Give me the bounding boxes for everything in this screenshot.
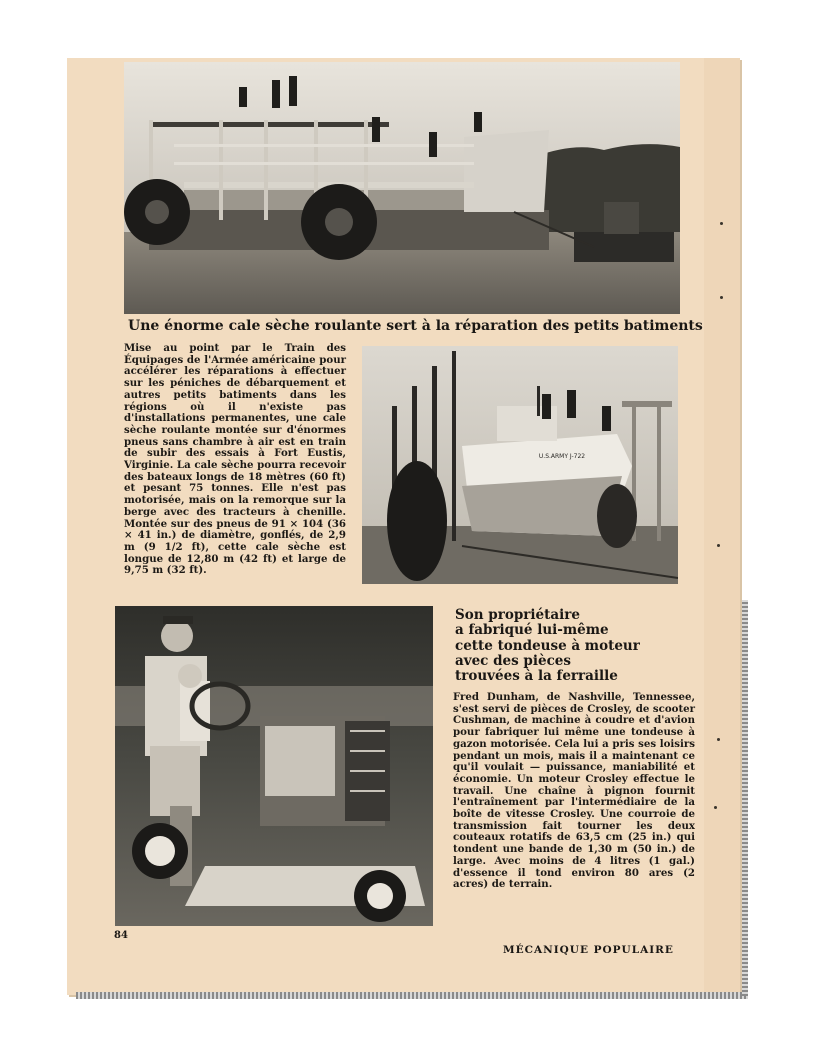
photo-homemade-mower: [115, 606, 433, 926]
title-line: trouvées à la ferraille: [455, 668, 618, 685]
page-number: 84: [114, 930, 128, 941]
paper-speck: [717, 738, 720, 741]
article-title-mower: [455, 608, 695, 684]
paper-speck: [714, 806, 717, 809]
paper-speck: [717, 544, 720, 547]
magazine-title: MÉCANIQUE POPULAIRE: [503, 944, 674, 956]
title-line: avec des pièces: [455, 652, 571, 669]
article-body-mower: Fred Dunham, de Nashville, Tennessee, s'est servi de pièces de Crosley, de scooter Cushman, de machine à coudre et d'avion pour fabriquer lui même une tondeuse à gazon motorisée. Cela lui a pris ses loisirs pendant un mois, mais il a maintenant ce qu'il voulait — puissance, maniabilité et économie. Un moteur Crosley effectue le travail. Une chaîne à pignon fournit l'entraînement par l'intermédiaire de la boîte de vitesse Crosley. Une courroie de transmission fait tourner les deux couteaux rotatifs de 63,5 cm (25 in.) qui tondent une bande de 1,30 m (50 in.) de large. Avec moins de 4 litres (1 gal.) d'essence il tond environ 80 ares (2 acres) de terrain.: [453, 691, 695, 891]
page-edge: [704, 58, 740, 995]
boat-hull-number: U.S.ARMY J-722: [538, 453, 586, 460]
photo-boat-in-drydock: [362, 346, 678, 584]
scan-edge-right: [742, 600, 748, 996]
paper-speck: [720, 222, 723, 225]
article-body-drydock: Mise au point par le Train des Équipages de l'Armée américaine pour accélérer les réparations à effectuer sur les péniches de débarquement et autres petits batiments dans les régions où il n'existe pas d'installations permanentes, une cale sèche roulante montée sur d'énormes pneus sans chambre à air est en train de subir des essais à Fort Eustis, Virginie. La cale sèche pourra recevoir des bateaux longs de 18 mètres (60 ft) et pesant 75 tonnes. Elle n'est pas motorisée, mais on la remorque sur la berge avec des tracteurs à chenille. Montée sur des pneus de 91 × 104 (36 × 41 in.) de diamètre, gonflés, de 2,9 m (9 1/2 ft), cette cale sèche est longue de 12,80 m (42 ft) et large de 9,75 m (32 ft).: [124, 342, 346, 577]
title-line: cette tondeuse à moteur: [455, 637, 640, 654]
title-line: Son propriétaire: [455, 607, 580, 623]
paper-speck: [720, 296, 723, 299]
title-line: a fabriqué lui-même: [455, 622, 609, 639]
article-headline: Une énorme cale sèche roulante sert à la réparation des petits batiments: [128, 318, 703, 334]
photo-rolling-drydock: [124, 62, 680, 314]
scan-edge-bottom: [76, 992, 748, 999]
